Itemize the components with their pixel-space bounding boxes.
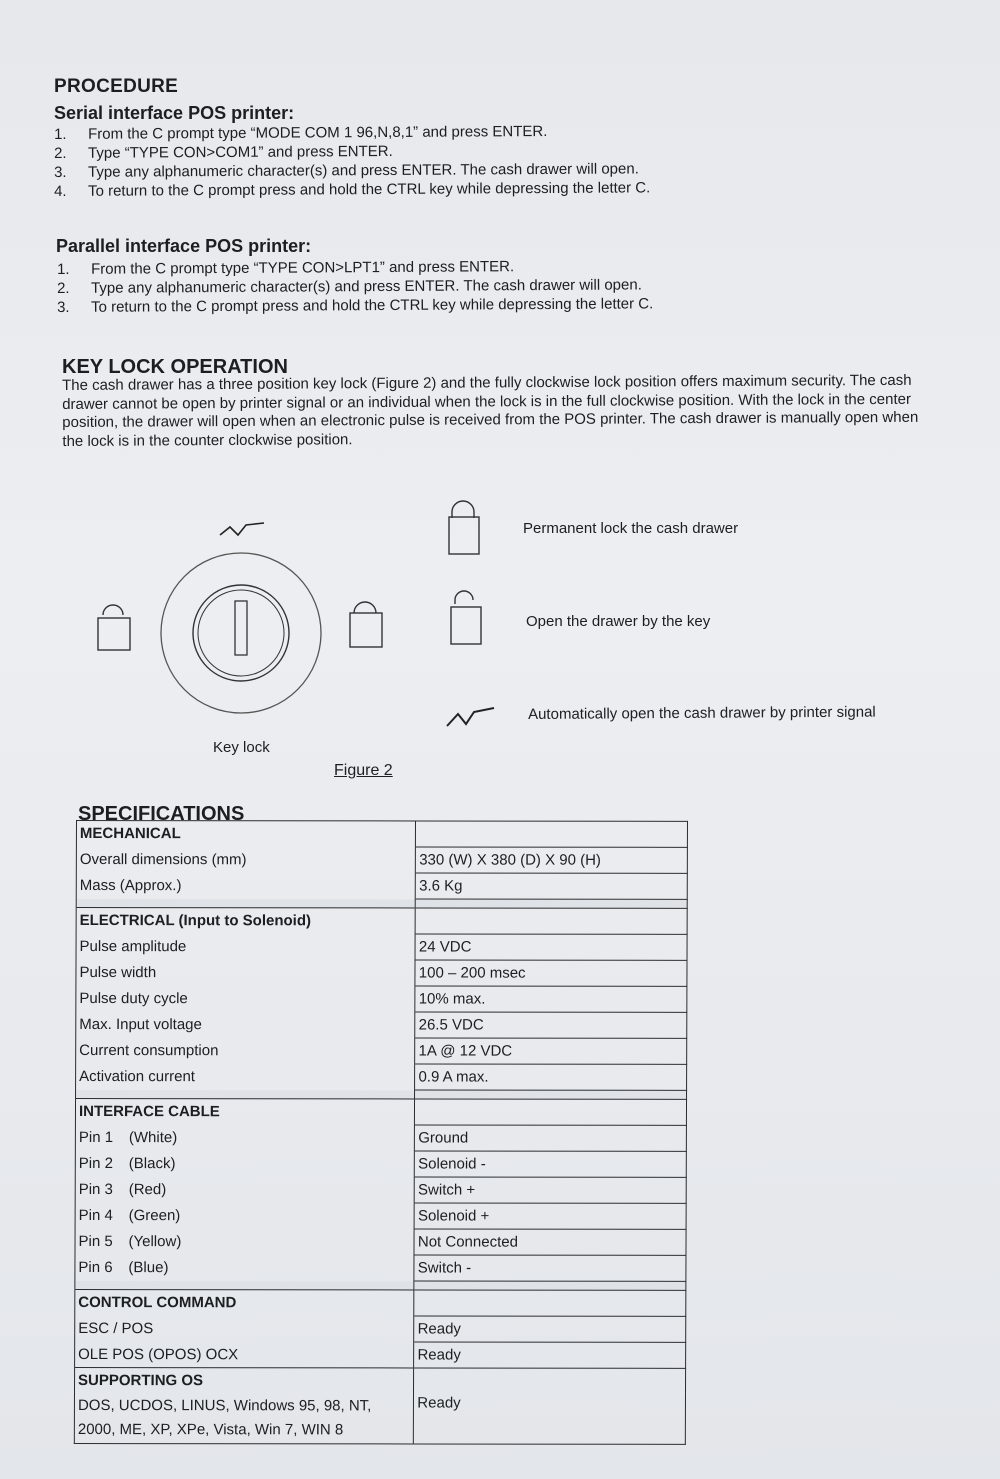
legend-icons bbox=[440, 500, 500, 740]
table-row: OLE POS (OPOS) OCX Ready bbox=[75, 1342, 686, 1369]
section-header: CONTROL COMMAND bbox=[75, 1290, 686, 1317]
table-row: Pin 5 (Yellow) Not Connected bbox=[75, 1229, 686, 1256]
closed-padlock-icon bbox=[449, 501, 479, 554]
table-row: DOS, UCDOS, LINUS, Windows 95, 98, NT, 2000, ME, XP, XPe, Vista, Win 7, WIN 8 Ready bbox=[74, 1393, 685, 1444]
parallel-step: 3. To return to the C prompt press and hold the CTRL key while depressing the letter C. bbox=[57, 295, 654, 316]
open-padlock-icon bbox=[98, 605, 130, 650]
open-padlock-icon bbox=[451, 591, 481, 644]
specifications-table bbox=[74, 820, 688, 1445]
key-lock-label: Key lock bbox=[213, 739, 270, 756]
table-row: Pin 2 (Black) Solenoid - bbox=[75, 1151, 686, 1178]
legend-open-by-key: Open the drawer by the key bbox=[526, 613, 711, 630]
section-header: ELECTRICAL (Input to Solenoid) bbox=[76, 908, 687, 935]
key-lock-heading: KEY LOCK OPERATION bbox=[62, 356, 288, 378]
specifications-heading: SPECIFICATIONS bbox=[78, 803, 245, 825]
key-slot bbox=[235, 601, 247, 655]
section-header: INTERFACE CABLE bbox=[75, 1099, 686, 1126]
table-row: ESC / POS Ready bbox=[75, 1316, 686, 1343]
legend-auto-open: Automatically open the cash drawer by printer signal bbox=[528, 703, 876, 723]
parallel-title: Parallel interface POS printer: bbox=[56, 236, 312, 256]
parallel-step: 2. Type any alphanumeric character(s) and press ENTER. The cash drawer will open. bbox=[57, 276, 642, 297]
serial-step: 3. Type any alphanumeric character(s) and press ENTER. The cash drawer will open. bbox=[54, 160, 639, 181]
key-lock-paragraph: The cash drawer has a three position key lock (Figure 2) and the fully clockwise lock position offers maximum security. The cash drawer cannot be open by printer signal or an individual when the lock is in the full clockwise position. With the lock in the center position, the drawer will open when an electronic pulse is received from the POS printer. The cash drawer is manually open when the lock is in the counter clockwise position. bbox=[62, 371, 919, 450]
figure-caption: Figure 2 bbox=[334, 762, 393, 779]
procedure-heading: PROCEDURE bbox=[54, 76, 179, 97]
table-row: Mass (Approx.) 3.6 Kg bbox=[76, 873, 687, 900]
serial-step: 2. Type “TYPE CON>COM1” and press ENTER. bbox=[54, 142, 393, 162]
table-row: Pin 3 (Red) Switch + bbox=[75, 1177, 686, 1204]
table-row: Pulse width 100 – 200 msec bbox=[76, 960, 687, 987]
serial-step: 4. To return to the C prompt press and hold the CTRL key while depressing the letter C. bbox=[54, 179, 651, 200]
parallel-step: 1. From the C prompt type “TYPE CON>LPT1” and press ENTER. bbox=[57, 258, 515, 278]
serial-title: Serial interface POS printer: bbox=[54, 103, 295, 123]
legend-permanent-lock: Permanent lock the cash drawer bbox=[523, 520, 739, 537]
table-row: Overall dimensions (mm) 330 (W) X 380 (D) X 90 (H) bbox=[76, 847, 687, 874]
table-row: Pulse amplitude 24 VDC bbox=[76, 934, 687, 961]
table-row: Pulse duty cycle 10% max. bbox=[76, 986, 687, 1013]
table-row: Pin 1 (White) Ground bbox=[75, 1125, 686, 1152]
section-header: SUPPORTING OS bbox=[74, 1368, 685, 1394]
serial-step: 1. From the C prompt type “MODE COM 1 96,N,8,1” and press ENTER. bbox=[54, 122, 548, 143]
table-row: Max. Input voltage 26.5 VDC bbox=[76, 1012, 687, 1039]
signal-wave-icon bbox=[220, 523, 264, 535]
table-row: Current consumption 1A @ 12 VDC bbox=[76, 1038, 687, 1065]
signal-wave-icon bbox=[447, 708, 494, 726]
padlock-icon bbox=[350, 602, 382, 647]
table-row: Pin 6 (Blue) Switch - bbox=[75, 1255, 686, 1282]
section-header: MECHANICAL bbox=[76, 821, 687, 848]
table-row: Activation current 0.9 A max. bbox=[76, 1064, 687, 1091]
table-row: Pin 4 (Green) Solenoid + bbox=[75, 1203, 686, 1230]
